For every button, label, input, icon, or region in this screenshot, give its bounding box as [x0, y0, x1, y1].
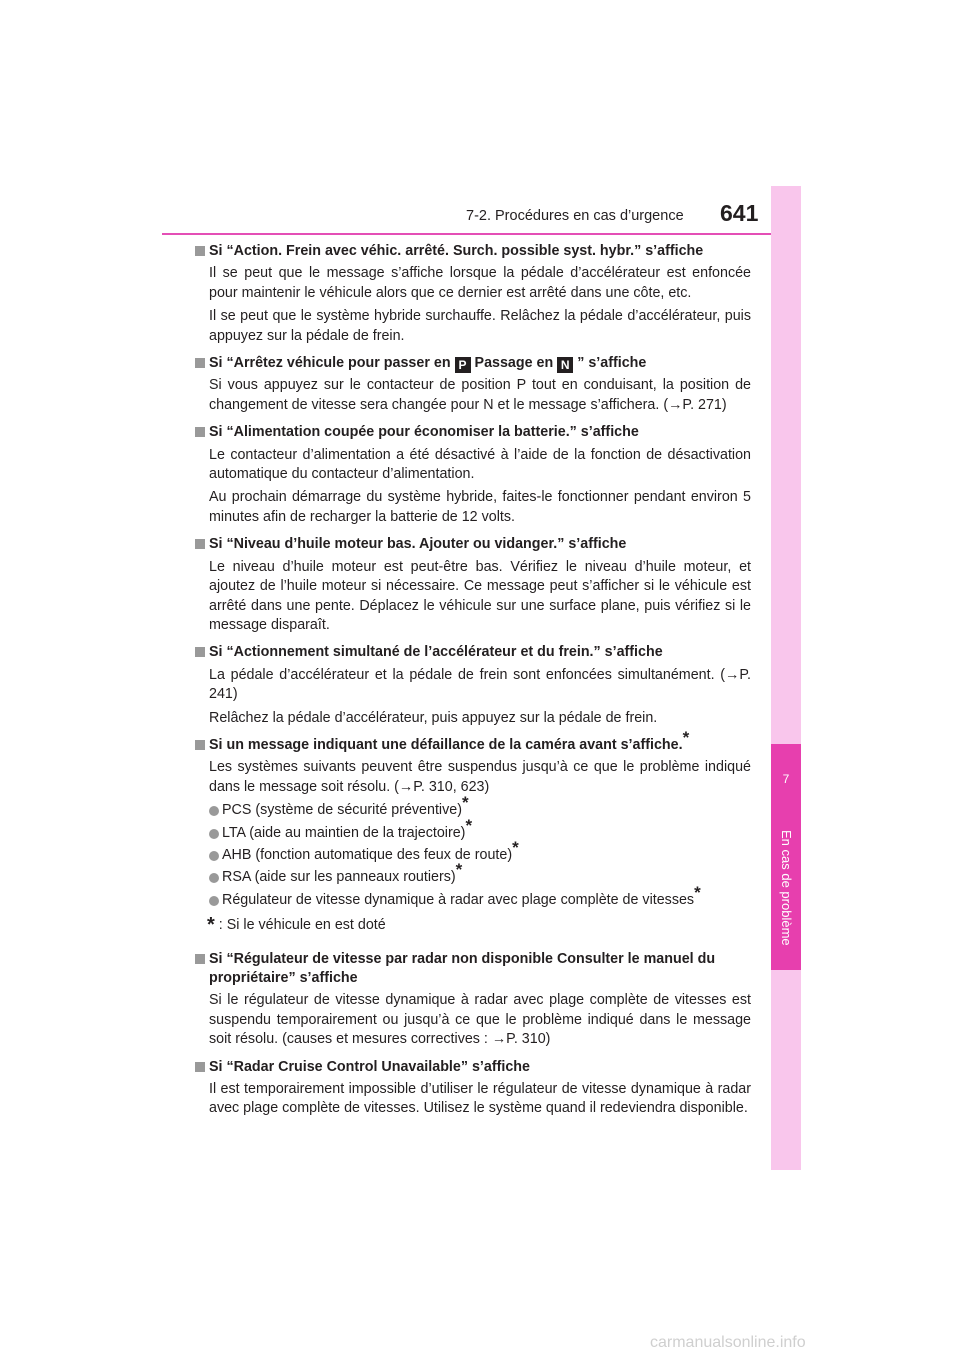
round-bullet-icon	[209, 896, 219, 906]
paragraph: Il se peut que le système hybride surchauffe. Relâchez la pédale d’accélérateur, puis appuyez sur la pédale de frein.	[209, 308, 751, 344]
asterisk-mark: *	[461, 793, 469, 813]
round-bullet-icon	[209, 851, 219, 861]
round-bullet-icon	[209, 873, 219, 883]
square-bullet-icon	[195, 954, 205, 964]
section-heading: Si “Alimentation coupée pour économiser la batterie.” s’affiche	[195, 423, 737, 442]
shift-n-icon: N	[557, 357, 573, 373]
list-item: Régulateur de vitesse dynamique à radar avec plage complète de vitesses*	[209, 891, 751, 910]
asterisk-mark: *	[455, 860, 463, 880]
round-bullet-icon	[209, 806, 219, 816]
section-heading: Si “Radar Cruise Control Unavailable” s’affiche	[195, 1058, 737, 1077]
section-title: 7-2. Procédures en cas d’urgence	[466, 208, 684, 224]
asterisk-mark: *	[512, 837, 519, 857]
asterisk-mark: *	[207, 914, 215, 937]
section-heading: Si “Régulateur de vitesse par radar non disponible Consulter le manuel du propriétaire” s’affiche	[195, 950, 737, 989]
shift-p-icon: P	[455, 357, 471, 373]
asterisk-mark: *	[465, 815, 473, 835]
paragraph: Il est temporairement impossible d’utiliser le régulateur de vitesse dynamique à radar avec plage complète de vitesses. Utilisez le système quand il redeviendra disponible.	[209, 1081, 751, 1117]
section-heading: Si un message indiquant une défaillance de la caméra avant s’affiche.*	[195, 736, 737, 755]
list-item: PCS (système de sécurité préventive)*	[209, 801, 751, 820]
main-content	[209, 242, 751, 1123]
paragraph: Si vous appuyez sur le contacteur de position P tout en conduisant, la position de changement de vitesse sera changée pour N et le message s’affichera. (→P. 271)	[209, 377, 751, 413]
square-bullet-icon	[195, 1062, 205, 1072]
side-tab-background	[771, 186, 801, 1170]
list-item: LTA (aide au maintien de la trajectoire)*	[209, 824, 751, 843]
square-bullet-icon	[195, 539, 205, 549]
chapter-number: 7	[782, 772, 790, 786]
header-rule	[162, 233, 800, 235]
watermark: carmanualsonline.info	[650, 1334, 806, 1351]
list-item: AHB (fonction automatique des feux de route)*	[209, 846, 751, 865]
paragraph: Relâchez la pédale d’accélérateur, puis appuyez sur la pédale de frein.	[209, 709, 658, 726]
chapter-title: En cas de problème	[779, 830, 794, 946]
paragraph: Il se peut que le message s’affiche lorsque la pédale d’accélérateur est enfoncée pour maintenir le véhicule alors que ce dernier est arrêté dans une côte, etc.	[209, 265, 751, 301]
square-bullet-icon	[195, 358, 205, 368]
paragraph: Les systèmes suivants peuvent être suspendus jusqu’à ce que le problème indiqué dans le message soit résolu. (→P. 310, 623)	[209, 759, 751, 795]
paragraph: Au prochain démarrage du système hybride, faites-le fonctionner pendant environ 5 minutes afin de recharger la batterie de 12 volts.	[209, 489, 751, 525]
section-heading: Si “Niveau d’huile moteur bas. Ajouter ou vidanger.” s’affiche	[195, 535, 737, 554]
section-heading: Si “Actionnement simultané de l’accélérateur et du frein.” s’affiche	[195, 643, 737, 662]
paragraph: Si le régulateur de vitesse dynamique à radar avec plage complète de vitesses est suspendu temporairement ou jusqu’à ce que le problème indiqué dans le message soit résolu. (causes et mesures correctives : →P. 310)	[209, 992, 751, 1048]
page-number: 641	[720, 200, 759, 226]
footnote: * : Si le véhicule en est doté	[207, 914, 386, 937]
section-heading: Si “Action. Frein avec véhic. arrêté. Surch. possible syst. hybr.” s’affiche	[195, 242, 737, 261]
asterisk-mark: *	[694, 882, 701, 902]
square-bullet-icon	[195, 740, 205, 750]
square-bullet-icon	[195, 246, 205, 256]
paragraph: Le contacteur d’alimentation a été désactivé à l’aide de la fonction de désactivation automatique du contacteur d’alimentation.	[209, 446, 751, 483]
paragraph: La pédale d’accélérateur et la pédale de frein sont enfoncées simultanément. (→P. 241)	[209, 666, 751, 703]
round-bullet-icon	[209, 829, 219, 839]
asterisk-mark: *	[682, 727, 690, 747]
paragraph: Le niveau d’huile moteur est peut-être bas. Vérifiez le niveau d’huile moteur, et ajoutez de l’huile moteur si nécessaire. Ce message peut s’afficher si le véhicule est arrêté dans une pente. Déplacez le véhicule sur une surface plane, puis vérifiez si le message disparaît.	[209, 558, 751, 633]
list-item: RSA (aide sur les panneaux routiers)*	[209, 868, 751, 887]
square-bullet-icon	[195, 427, 205, 437]
square-bullet-icon	[195, 647, 205, 657]
section-heading: Si “Arrêtez véhicule pour passer en P Passage en N ” s’affiche	[195, 354, 737, 373]
